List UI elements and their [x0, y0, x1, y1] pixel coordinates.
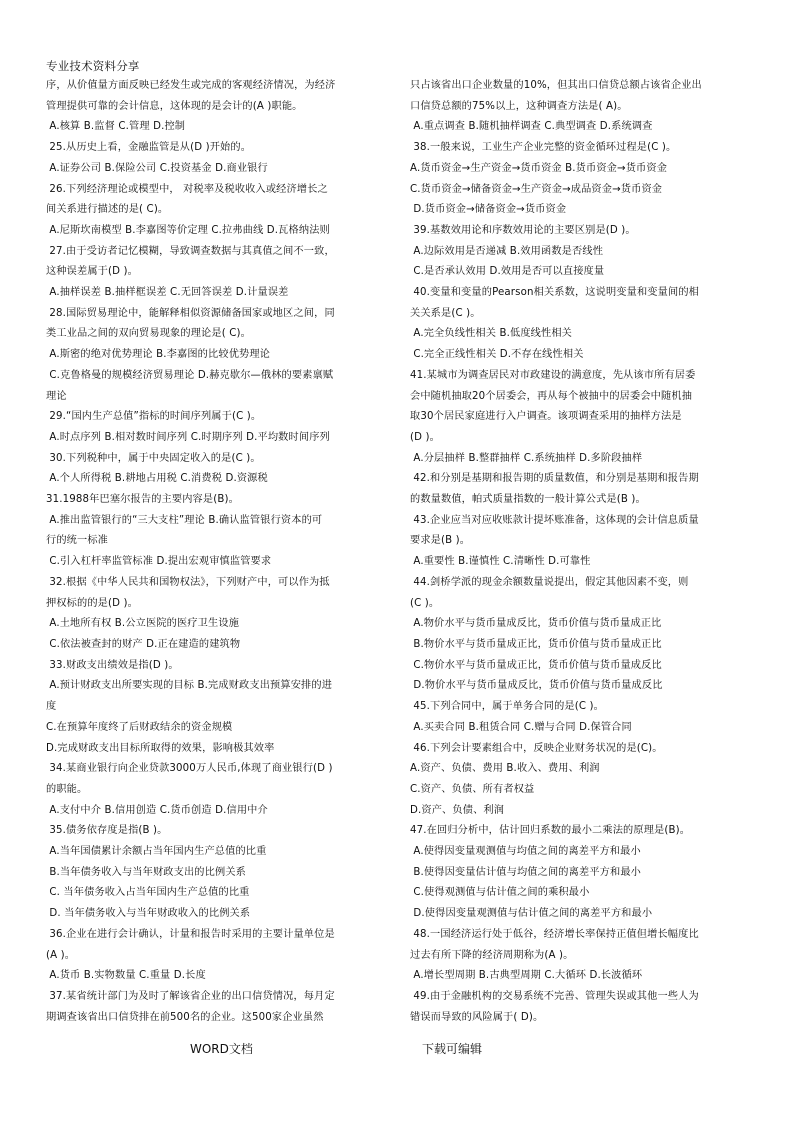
text-line: 关关系是(C )。 [410, 307, 481, 319]
text-line: 过去有所下降的经济周期称为(A )。 [410, 949, 574, 961]
text-line: 44.剑桥学派的现金余额数量说提出，假定其他因素不变，则 [410, 576, 689, 588]
page-header: 专业技术资料分享 [46, 59, 140, 73]
text-line: D.完成财政支出目标所取得的效果，影响极其效率 [46, 742, 275, 754]
text-line: 理论 [46, 390, 67, 402]
text-line: (D )。 [410, 431, 440, 443]
text-line: 43.企业应当对应收账款计提坏账准备，这体现的会计信息质量 [410, 514, 699, 526]
text-line: 的数量数值，帕式质量指数的一般计算公式是(B )。 [410, 494, 646, 506]
text-line: A.完全负线性相关 B.低度线性相关 [410, 328, 573, 340]
text-line: A.重要性 B.谨慎性 C.清晰性 D.可靠性 [410, 556, 591, 568]
text-line: 只占该省出口企业数量的10%，但其出口信贷总额占该省企业出 [410, 80, 702, 91]
text-line: C.货币资金→储备资金→生产资金→成品资金→货币资金 [410, 183, 663, 195]
text-line: A.增长型周期 B.古典型周期 C.大循环 D.长波循环 [410, 970, 643, 982]
right-text-column [410, 76, 754, 1028]
text-line: A.时点序列 B.相对数时间序列 C.时期序列 D.平均数时间序列 [46, 431, 330, 443]
text-line: A.分层抽样 B.整群抽样 C.系统抽样 D.多阶段抽样 [410, 452, 643, 464]
text-line: C.完全正线性相关 D.不存在线性相关 [410, 349, 584, 361]
text-line: 要求是(B )。 [410, 535, 471, 547]
text-line: 度 [46, 701, 57, 713]
text-line: 41.某城市为调查居民对市政建设的满意度，先从该市所有居委 [410, 369, 696, 381]
footer-left-label: WORD文档 [190, 1042, 253, 1056]
text-line: A.货币资金→生产资金→货币资金 B.货币资金→货币资金 [410, 162, 668, 174]
text-line: C.依法被查封的财产 D.正在建造的建筑物 [46, 638, 241, 650]
text-line: 39.基数效用论和序数效用论的主要区别是(D )。 [410, 224, 636, 236]
text-line: 47.在回归分析中，估计回归系数的最小二乘法的原理是(B)。 [410, 825, 691, 837]
text-line: 46.下列会计要素组合中，反映企业财务状况的是(C)。 [410, 742, 663, 754]
text-line: 管理提供可靠的会计信息，这体现的是会计的(A )职能。 [46, 100, 303, 112]
text-line: 类工业品之间的双向贸易现象的理论是( C)。 [46, 328, 251, 340]
text-line: 48.一国经济运行处于低谷，经济增长率保持正值但增长幅度比 [410, 928, 699, 940]
text-line: B.使得因变量估计值与均值之间的离差平方和最小 [410, 866, 642, 878]
text-line: 27.由于受访者记忆模糊，导致调查数据与其真值之间不一致， [46, 245, 335, 257]
text-line: C.在预算年度终了后财政结余的资金规模 [46, 721, 233, 733]
text-line: 42.和分别是基期和报告期的质量数值，和分别是基期和报告期 [410, 473, 699, 485]
text-line: 口信贷总额的75%以上，这种调查方法是( A)。 [410, 100, 628, 112]
text-line: A.抽样误差 B.抽样框误差 C.无回答误差 D.计量误差 [46, 287, 289, 299]
text-line: D.物价水平与货币量成反比，货币价值与货币量成反比 [410, 680, 663, 692]
text-line: A.核算 B.监督 C.管理 D.控制 [46, 121, 186, 133]
text-line: 这种误差属于(D )。 [46, 266, 138, 278]
text-line: B.物价水平与货币量成正比，货币价值与货币量成正比 [410, 638, 662, 650]
text-line: 30.下列税种中，属于中央固定收入的是(C )。 [46, 452, 261, 464]
text-line: 26.下列经济理论或模型中， 对税率及税收收入或经济增长之 [46, 183, 328, 195]
text-line: 32.根据《中华人民共和国物权法》，下列财产中，可以作为抵 [46, 576, 330, 588]
text-line: (A )。 [46, 949, 76, 961]
text-line: A.推出监管银行的“三大支柱”理论 B.确认监管银行资本的可 [46, 514, 323, 526]
text-line: D.使得因变量观测值与估计值之间的离差平方和最小 [410, 908, 653, 920]
text-line: 28.国际贸易理论中，能解释相似资源储备国家或地区之间，同 [46, 307, 335, 319]
text-line: B.当年债务收入与当年财政支出的比例关系 [46, 866, 246, 878]
text-line: A.边际效用是否递减 B.效用函数是否线性 [410, 245, 604, 257]
text-line: A.货币 B.实物数量 C.重量 D.长度 [46, 970, 206, 982]
text-line: A.支付中介 B.信用创造 C.货币创造 D.信用中介 [46, 804, 268, 816]
text-line: C.克鲁格曼的规模经济贸易理论 D.赫克歇尔—俄林的要素禀赋 [46, 369, 334, 381]
text-line: 37.某省统计部门为及时了解该省企业的出口信贷情况，每月定 [46, 990, 335, 1002]
text-line: A.尼斯坎南模型 B.李嘉图等价定理 C.拉弗曲线 D.瓦格纳法则 [46, 224, 330, 236]
text-line: C.资产、负债、所有者权益 [410, 783, 535, 795]
text-line: A.重点调查 B.随机抽样调查 C.典型调查 D.系统调查 [410, 121, 653, 133]
text-line: 押权标的的是(D )。 [46, 597, 138, 609]
text-line: C.是否承认效用 D.效用是否可以直接度量 [410, 266, 605, 278]
text-line: 38.一般来说，工业生产企业完整的资金循环过程是(C )。 [410, 142, 677, 154]
text-line: A.当年国债累计余额占当年国内生产总值的比重 [46, 846, 267, 858]
left-text-column [46, 76, 390, 1028]
text-line: A.买卖合同 B.租赁合同 C.赠与合同 D.保管合同 [410, 721, 632, 733]
text-line: 期调查该省出口信贷排在前500名的企业。这500家企业虽然 [46, 1011, 324, 1023]
text-line: C.引入杠杆率监管标准 D.提出宏观审慎监管要求 [46, 556, 272, 568]
text-line: 错误而导致的风险属于( D)。 [410, 1011, 544, 1023]
text-line: A.斯密的绝对优势理论 B.李嘉图的比较优势理论 [46, 349, 271, 361]
text-line: 取30个居民家庭进行入户调查。该项调查采用的抽样方法是 [410, 411, 682, 423]
text-line: 34.某商业银行向企业贷款3000万人民币,体现了商业银行(D ) [46, 763, 333, 775]
text-line: 40.变量和变量的Pearson相关系数，这说明变量和变量间的相 [410, 287, 699, 299]
text-line: A.土地所有权 B.公立医院的医疗卫生设施 [46, 618, 240, 630]
text-line: A.个人所得税 B.耕地占用税 C.消费税 D.资源税 [46, 473, 268, 485]
text-line: 36.企业在进行会计确认，计量和报告时采用的主要计量单位是 [46, 928, 335, 940]
text-line: 的职能。 [46, 783, 88, 795]
text-line: C.物价水平与货币量成正比，货币价值与货币量成反比 [410, 659, 662, 671]
text-line: 33.财政支出绩效是指(D )。 [46, 659, 179, 671]
text-line: A.证券公司 B.保险公司 C.投资基金 D.商业银行 [46, 162, 268, 174]
text-line: A.使得因变量观测值与均值之间的离差平方和最小 [410, 846, 641, 858]
text-line: C.使得观测值与估计值之间的乘积最小 [410, 887, 590, 899]
text-line: 间关系进行描述的是( C)。 [46, 204, 169, 216]
text-line: A.预计财政支出所要实现的目标 B.完成财政支出预算安排的进 [46, 680, 333, 692]
text-line: 31.1988年巴塞尔报告的主要内容是(B)。 [46, 494, 239, 506]
text-line: 会中随机抽取20个居委会，再从每个被抽中的居委会中随机抽 [410, 390, 693, 402]
text-line: D. 当年债务收入与当年财政收入的比例关系 [46, 908, 251, 920]
footer-right-label: 下载可编辑 [422, 1042, 483, 1056]
text-line: D.货币资金→储备资金→货币资金 [410, 204, 567, 216]
text-line: D.资产、负债、利润 [410, 804, 505, 816]
text-line: A.物价水平与货币量成反比，货币价值与货币量成正比 [410, 618, 662, 630]
text-line: 序，从价值量方面反映已经发生或完成的客观经济情况，为经济 [46, 80, 336, 91]
text-line: C. 当年债务收入占当年国内生产总值的比重 [46, 887, 250, 899]
text-line: 行的统一标准 [46, 535, 109, 547]
text-line: (C )。 [410, 597, 440, 609]
text-line: 45.下列合同中，属于单务合同的是(C )。 [410, 701, 605, 713]
text-line: A.资产、负债、费用 B.收入、费用、利润 [410, 763, 600, 775]
text-line: 25.从历史上看，金融监管是从(D )开始的。 [46, 142, 252, 154]
text-line: 49.由于金融机构的交易系统不完善、管理失误或其他一些人为 [410, 990, 699, 1002]
text-line: 29.“国内生产总值”指标的时间序列属于(C )。 [46, 411, 262, 423]
text-line: 35.债务依存度是指(B )。 [46, 825, 168, 837]
